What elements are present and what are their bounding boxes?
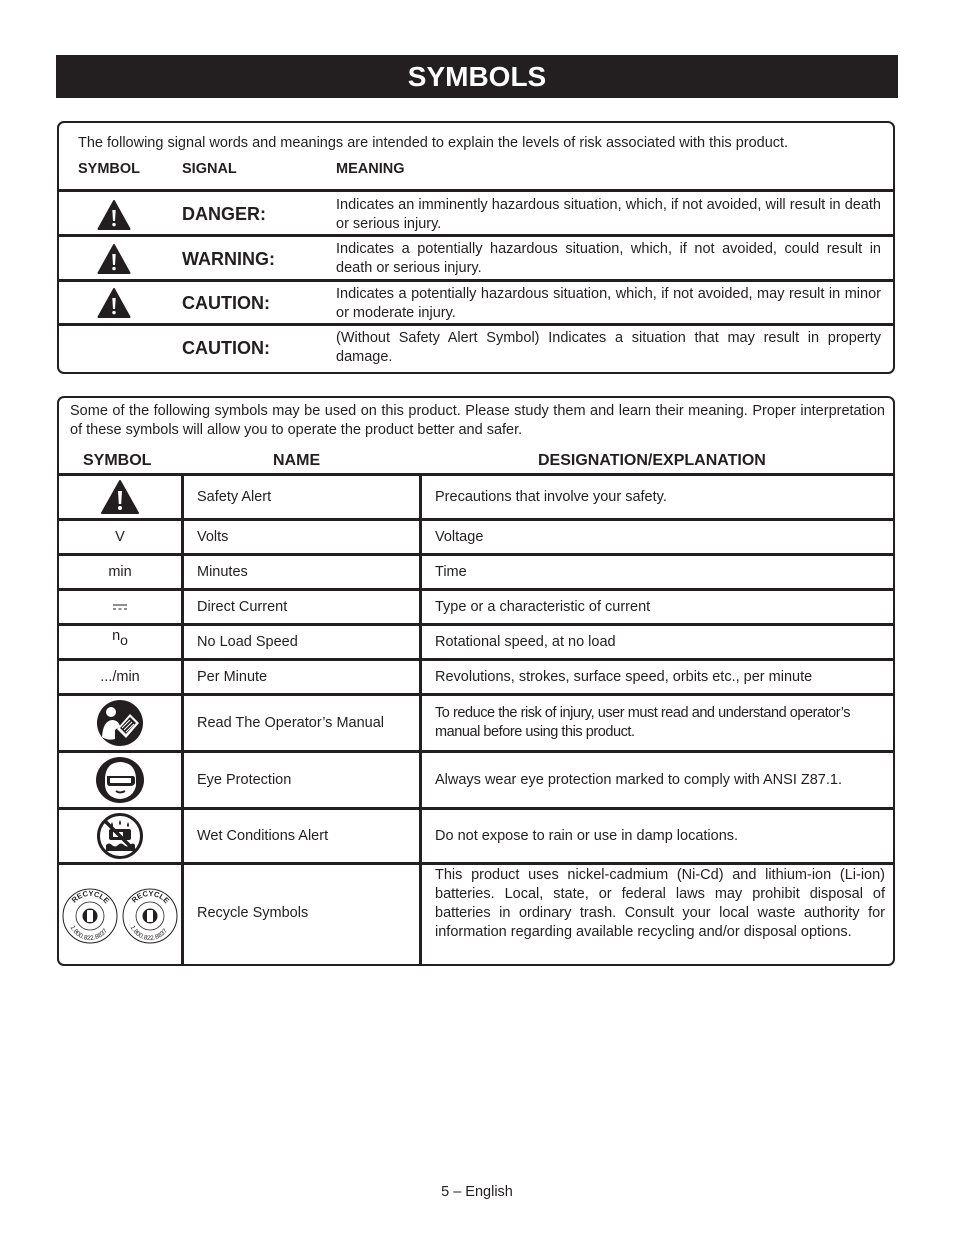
header-symbol: SYMBOL: [78, 161, 141, 177]
symbol-designation: Time: [435, 563, 467, 580]
signal-caution-no-symbol: CAUTION:: [182, 338, 270, 358]
divider: [59, 279, 893, 282]
header-signal: SIGNAL: [182, 161, 237, 177]
symbol-designation: Revolutions, strokes, surface speed, orbits etc., per minute: [435, 668, 813, 685]
symbol-designation: Type or a characteristic of current: [435, 598, 651, 615]
symbol-name: Per Minute: [197, 668, 268, 685]
symbol-name: Volts: [197, 528, 229, 545]
minutes-symbol: min: [108, 563, 132, 580]
seal-label-top: RECYCLE: [69, 888, 112, 905]
symbol-table-intro: Some of the following symbols may be used on this product. Please study them and learn their meaning. Proper interpretation of these symbols will allow you to operate the product better and safer.: [70, 403, 885, 438]
symbol-designation: Always wear eye protection marked to comply with ANSI Z87.1.: [435, 771, 842, 788]
seal-label-bottom: 1.800.822.8837: [128, 924, 170, 942]
symbol-name: No Load Speed: [197, 633, 298, 650]
signal-words-table: [57, 121, 895, 374]
signal-danger: DANGER:: [182, 204, 266, 224]
header-symbol: SYMBOL: [83, 452, 152, 469]
meaning-caution: Indicates a potentially hazardous situation, which, if not avoided, may result in minor or moderate injury.: [336, 286, 881, 321]
safety-alert-icon: [97, 287, 131, 319]
symbol-designation: Do not expose to rain or use in damp locations.: [435, 827, 739, 844]
symbol-designation: Precautions that involve your safety.: [435, 488, 667, 505]
symbol-name: Safety Alert: [197, 488, 272, 505]
wet-conditions-icon: [97, 813, 143, 859]
divider: [59, 323, 893, 326]
no-load-speed-symbol: [59, 626, 181, 658]
symbol-subscript: o: [120, 632, 128, 648]
column-divider: [419, 474, 422, 966]
read-manual-icon: [96, 699, 144, 747]
safety-alert-icon: [100, 479, 140, 515]
symbols-table: [57, 396, 895, 966]
divider: [59, 189, 893, 192]
symbol-designation: This product uses nickel-cadmium (Ni-Cd) and lithium-ion (Li-ion) batteries. Local, state, or federal laws may prohibit disposal of batteries in ordinary trash. Consult your local waste authority for information regarding available recycling and/or disposal options.: [435, 867, 885, 940]
symbol-name: Read The Operator’s Manual: [197, 714, 384, 731]
recycle-seal-icons: [62, 888, 178, 944]
header-name: NAME: [273, 452, 321, 469]
page-title: SYMBOLS: [56, 55, 898, 98]
column-divider: [181, 474, 184, 966]
symbol-cell: [59, 810, 181, 862]
symbol-cell: [59, 696, 181, 750]
symbol-name: Minutes: [197, 563, 248, 580]
signal-warning: WARNING:: [182, 249, 275, 269]
safety-alert-icon: [97, 199, 131, 231]
symbol-name: Direct Current: [197, 598, 288, 615]
eye-protection-icon: [95, 756, 145, 804]
symbol-name: Recycle Symbols: [197, 905, 309, 921]
symbol-designation: Rotational speed, at no load: [435, 633, 616, 650]
header-meaning: MEANING: [336, 161, 405, 177]
symbol-cell: [59, 476, 181, 518]
safety-alert-icon: [97, 243, 131, 275]
symbol-n: n: [112, 628, 121, 644]
signal-table-intro: The following signal words and meanings are intended to explain the levels of risk associated with this product.: [78, 135, 789, 151]
meaning-warning: Indicates a potentially hazardous situation, which, if not avoided, could result in death or serious injury.: [336, 241, 881, 276]
volts-symbol: V: [115, 528, 125, 545]
symbol-designation: To reduce the risk of injury, user must read and understand operator’s manual before using this product.: [435, 705, 851, 740]
symbol-designation: Voltage: [435, 528, 484, 545]
symbol-name: Wet Conditions Alert: [197, 827, 329, 844]
divider: [59, 234, 893, 237]
seal-label-top: RECYCLE: [129, 888, 172, 905]
recycle-seal-liion: [123, 888, 177, 942]
symbol-name: Eye Protection: [197, 771, 292, 788]
signal-caution: CAUTION:: [182, 293, 270, 313]
symbol-cell: [59, 865, 181, 966]
seal-label-bottom: 1.800.822.8837: [68, 924, 110, 942]
direct-current-icon: [113, 604, 127, 610]
page-footer: 5 – English: [441, 1184, 513, 1200]
divider: [59, 862, 893, 865]
symbol-cell: [59, 753, 181, 807]
header-designation: DESIGNATION/EXPLANATION: [538, 452, 766, 469]
meaning-danger: Indicates an imminently hazardous situation, which, if not avoided, will result in death or serious injury.: [336, 197, 881, 232]
recycle-seal-nicd: [63, 888, 117, 942]
symbol-cell: [59, 591, 181, 623]
meaning-caution-no-symbol: (Without Safety Alert Symbol) Indicates a situation that may result in property damage.: [336, 330, 881, 365]
per-minute-symbol: .../min: [100, 668, 140, 685]
